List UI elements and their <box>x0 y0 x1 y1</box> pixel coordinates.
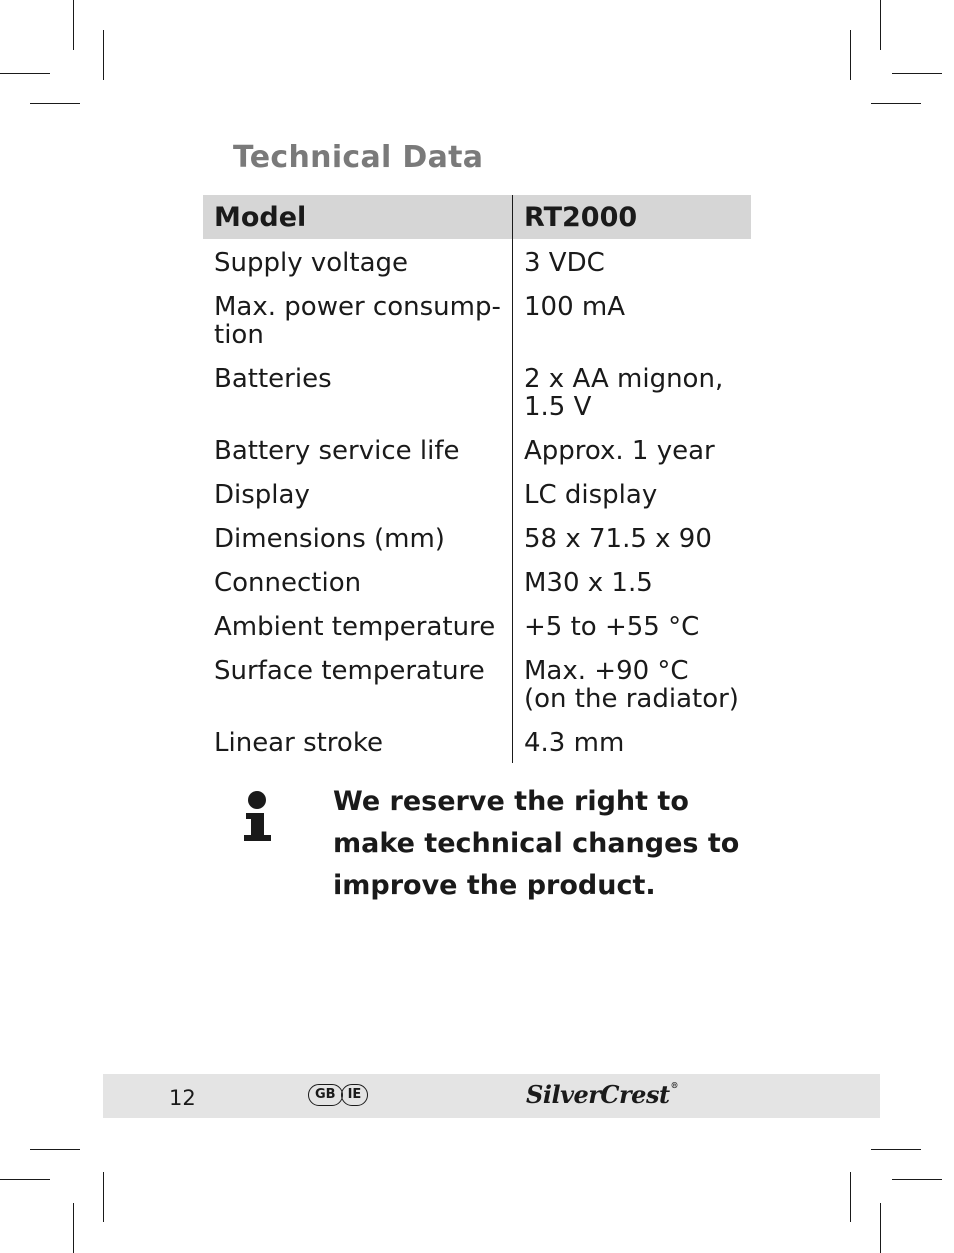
table-row <box>203 283 751 355</box>
row-label: Max. power consump- tion <box>203 283 513 355</box>
crop-mark <box>0 1179 50 1180</box>
table-row <box>203 647 751 719</box>
row-value: 100 mA <box>524 292 626 322</box>
row-label: Dimensions (mm) <box>203 515 513 559</box>
info-icon <box>240 788 280 844</box>
row-label: Display <box>203 471 513 515</box>
disclaimer-note: We reserve the right to make technical changes to improve the product. <box>333 786 740 901</box>
technical-data-table <box>203 195 751 763</box>
row-label: Connection <box>203 559 513 603</box>
table-row <box>203 427 751 471</box>
crop-mark <box>30 1149 80 1150</box>
page-number: 12 <box>169 1086 196 1110</box>
row-value: Max. +90 °C (on the radiator) <box>524 656 739 714</box>
row-label: Batteries <box>203 355 513 427</box>
row-value: 4.3 mm <box>524 728 625 758</box>
country-badges <box>308 1084 368 1106</box>
crop-mark <box>850 30 851 80</box>
page-title: Technical Data <box>233 140 484 175</box>
row-value: Approx. 1 year <box>524 436 715 466</box>
crop-mark <box>73 1203 74 1253</box>
table-row <box>203 603 751 647</box>
table-body <box>203 239 751 763</box>
country-badge-ie: IE <box>341 1084 369 1106</box>
crop-mark <box>103 1172 104 1222</box>
header-label: Model <box>203 195 513 239</box>
brand-name: SilverCrest <box>526 1080 670 1109</box>
crop-mark <box>871 1149 921 1150</box>
table-row <box>203 559 751 603</box>
row-value: 3 VDC <box>524 248 605 278</box>
crop-mark <box>892 1179 942 1180</box>
row-value: 2 x AA mignon, 1.5 V <box>524 364 724 422</box>
brand-logo <box>526 1080 678 1109</box>
header-value: RT2000 <box>524 201 638 233</box>
row-value: +5 to +55 °C <box>524 612 700 642</box>
crop-mark <box>850 1172 851 1222</box>
row-value: 58 x 71.5 x 90 <box>524 524 712 554</box>
table-row <box>203 355 751 427</box>
row-label: Surface temperature <box>203 647 513 719</box>
crop-mark <box>892 73 942 74</box>
table-row <box>203 515 751 559</box>
row-value: M30 x 1.5 <box>524 568 653 598</box>
table-row <box>203 719 751 763</box>
crop-mark <box>871 103 921 104</box>
crop-mark <box>880 0 881 50</box>
table-header-row <box>203 195 751 239</box>
table-row <box>203 239 751 283</box>
row-label: Linear stroke <box>203 719 513 763</box>
row-label: Ambient temperature <box>203 603 513 647</box>
country-badge-gb: GB <box>308 1084 343 1106</box>
crop-mark <box>30 103 80 104</box>
crop-mark <box>0 73 50 74</box>
row-value: LC display <box>524 480 658 510</box>
row-label: Battery service life <box>203 427 513 471</box>
row-label: Supply voltage <box>203 239 513 283</box>
page-footer <box>103 1074 880 1118</box>
crop-mark <box>880 1203 881 1253</box>
registered-mark: ® <box>670 1080 679 1090</box>
crop-mark <box>103 30 104 80</box>
crop-mark <box>73 0 74 50</box>
table-row <box>203 471 751 515</box>
